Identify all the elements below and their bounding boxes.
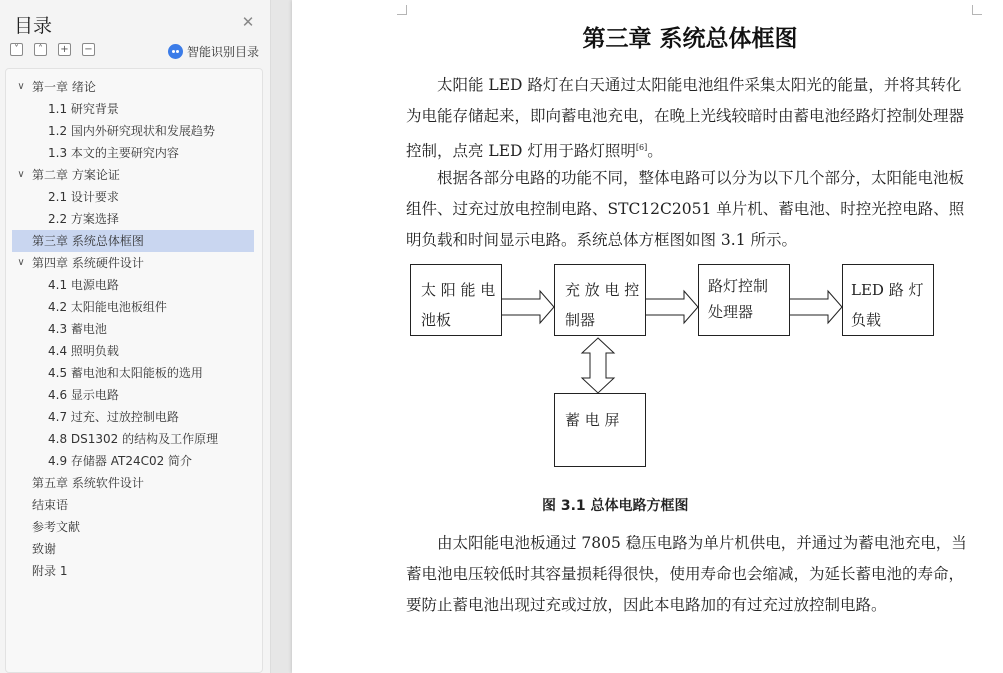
toc-item-label: 4.7 过充、过放控制电路 xyxy=(48,410,179,424)
chevron-down-icon[interactable]: ∨ xyxy=(17,169,25,180)
toc-item[interactable] xyxy=(12,252,254,274)
arrow-solar-to-controller xyxy=(501,291,554,323)
toc-item-label: 4.6 显示电路 xyxy=(48,388,119,402)
box-processor-line1: 路灯控制 xyxy=(708,277,769,295)
toc-item-label: 1.3 本文的主要研究内容 xyxy=(48,146,179,160)
collapse-all-icon[interactable]: ˅ xyxy=(10,43,23,56)
box-solar-line1: 太 阳 能 电 xyxy=(421,281,496,299)
paragraph-3: 由太阳能电池板通过 7805 稳压电路为单片机供电，并通过为蓄电池充电，当蓄电池电压较低时其容量损耗得很快，使用寿命也会缩减，为延长蓄电池的寿命，要防止蓄电池出现过充或过放，因此本电路加的有过充过放控制电路。 xyxy=(406,534,967,614)
smart-recognize-icon xyxy=(168,44,183,59)
sidebar-title: 目录 xyxy=(14,15,53,37)
close-icon[interactable]: ✕ xyxy=(241,13,255,31)
diagram-box-charge-controller xyxy=(554,264,646,336)
toc-item-label: 第三章 系统总体框图 xyxy=(32,234,144,248)
remove-icon[interactable]: − xyxy=(82,43,95,56)
expand-all-icon[interactable]: ˄ xyxy=(34,43,47,56)
toc-item-label: 4.9 存储器 AT24C02 简介 xyxy=(48,454,193,468)
box-processor-line2: 处理器 xyxy=(708,303,754,321)
add-icon[interactable]: + xyxy=(58,43,71,56)
toc-item-label: 2.1 设计要求 xyxy=(48,190,119,204)
toc-item[interactable] xyxy=(12,186,254,208)
toc-item[interactable] xyxy=(12,164,254,186)
arrow-processor-to-led xyxy=(789,291,842,323)
toc-item[interactable] xyxy=(12,274,254,296)
toc-item-label: 第四章 系统硬件设计 xyxy=(32,256,144,270)
chevron-down-icon[interactable]: ∨ xyxy=(17,257,25,268)
citation-ref: [6] xyxy=(635,143,648,152)
toc-item[interactable] xyxy=(12,318,254,340)
toc-item[interactable] xyxy=(12,230,254,252)
toc-item-label: 附录 1 xyxy=(32,564,68,578)
chevron-down-icon[interactable]: ∨ xyxy=(17,81,25,92)
box-controller-line1: 充 放 电 控 xyxy=(565,281,640,299)
toc-item-label: 1.1 研究背景 xyxy=(48,102,119,116)
arrow-controller-to-processor xyxy=(645,291,698,323)
toc-item[interactable] xyxy=(12,296,254,318)
toc-item-label: 4.8 DS1302 的结构及工作原理 xyxy=(48,432,219,446)
document-page xyxy=(292,0,1003,673)
toc-item-label: 4.4 照明负载 xyxy=(48,344,119,358)
toc-item-label: 致谢 xyxy=(32,542,57,556)
box-led-line1: LED 路 灯 xyxy=(851,281,924,299)
figure-caption: 图 3.1 总体电路方框图 xyxy=(542,498,689,514)
diagram-box-lamp-processor xyxy=(698,264,790,336)
toc-sidebar xyxy=(0,0,271,673)
toc-item-label: 2.2 方案选择 xyxy=(48,212,119,226)
smart-recognize-button[interactable] xyxy=(168,42,259,60)
toc-item-label: 4.2 太阳能电池板组件 xyxy=(48,300,167,314)
paragraph-2: 根据各部分电路的功能不同，整体电路可以分为以下几个部分，太阳能电池板组件、过充过放电控制电路、STC12C2051 单片机、蓄电池、时控光控电路、照明负载和时间显示电路。系统总体方框图如图 3.1 所示。 xyxy=(406,169,965,249)
arrow-controller-battery xyxy=(582,338,614,393)
diagram-box-solar-panel xyxy=(410,264,502,336)
chapter-title: 第三章 系统总体框图 xyxy=(582,26,798,52)
toc-item[interactable] xyxy=(12,560,254,582)
toc-item[interactable] xyxy=(12,208,254,230)
toc-item-label: 4.3 蓄电池 xyxy=(48,322,107,336)
diagram-box-led-load xyxy=(842,264,934,336)
toc-item[interactable] xyxy=(12,472,254,494)
paragraph-1-text: 太阳能 LED 路灯在白天通过太阳能电池组件采集太阳光的能量，并将其转化为电能存储起来，即向蓄电池充电，在晚上光线较暗时由蓄电池经路灯控制处理器控制，点亮 LED 灯用于路灯照明 xyxy=(406,76,965,161)
toc-item[interactable] xyxy=(12,142,254,164)
toc-item[interactable] xyxy=(12,362,254,384)
toc-item[interactable] xyxy=(12,76,254,98)
toc-item-label: 4.5 蓄电池和太阳能板的选用 xyxy=(48,366,203,380)
toc-item[interactable] xyxy=(12,428,254,450)
box-led-line2: 负载 xyxy=(851,311,882,329)
toc-item-label: 参考文献 xyxy=(32,520,81,534)
document-area xyxy=(272,0,1003,673)
toc-item-label: 结束语 xyxy=(32,498,69,512)
toc-item-label: 第一章 绪论 xyxy=(32,80,96,94)
toc-item-label: 4.1 电源电路 xyxy=(48,278,119,292)
toc-item[interactable] xyxy=(12,384,254,406)
toc-item-label: 第五章 系统软件设计 xyxy=(32,476,144,490)
toc-item[interactable] xyxy=(12,538,254,560)
toc-item-label: 1.2 国内外研究现状和发展趋势 xyxy=(48,124,215,138)
box-battery-label: 蓄 电 屏 xyxy=(565,411,620,429)
toc-item[interactable] xyxy=(12,120,254,142)
smart-recognize-label: 智能识别目录 xyxy=(187,44,260,59)
toc-item[interactable] xyxy=(12,494,254,516)
toc-item[interactable] xyxy=(12,450,254,472)
toc-item-label: 第二章 方案论证 xyxy=(32,168,120,182)
toc-item[interactable] xyxy=(12,98,254,120)
paragraph-1-end: 。 xyxy=(647,142,663,161)
toc-item[interactable] xyxy=(12,516,254,538)
diagram-box-battery xyxy=(554,393,646,467)
box-solar-line2: 池板 xyxy=(421,311,452,329)
toc-list xyxy=(5,68,263,673)
box-controller-line2: 制器 xyxy=(565,311,596,329)
toc-item[interactable] xyxy=(12,340,254,362)
toc-item[interactable] xyxy=(12,406,254,428)
